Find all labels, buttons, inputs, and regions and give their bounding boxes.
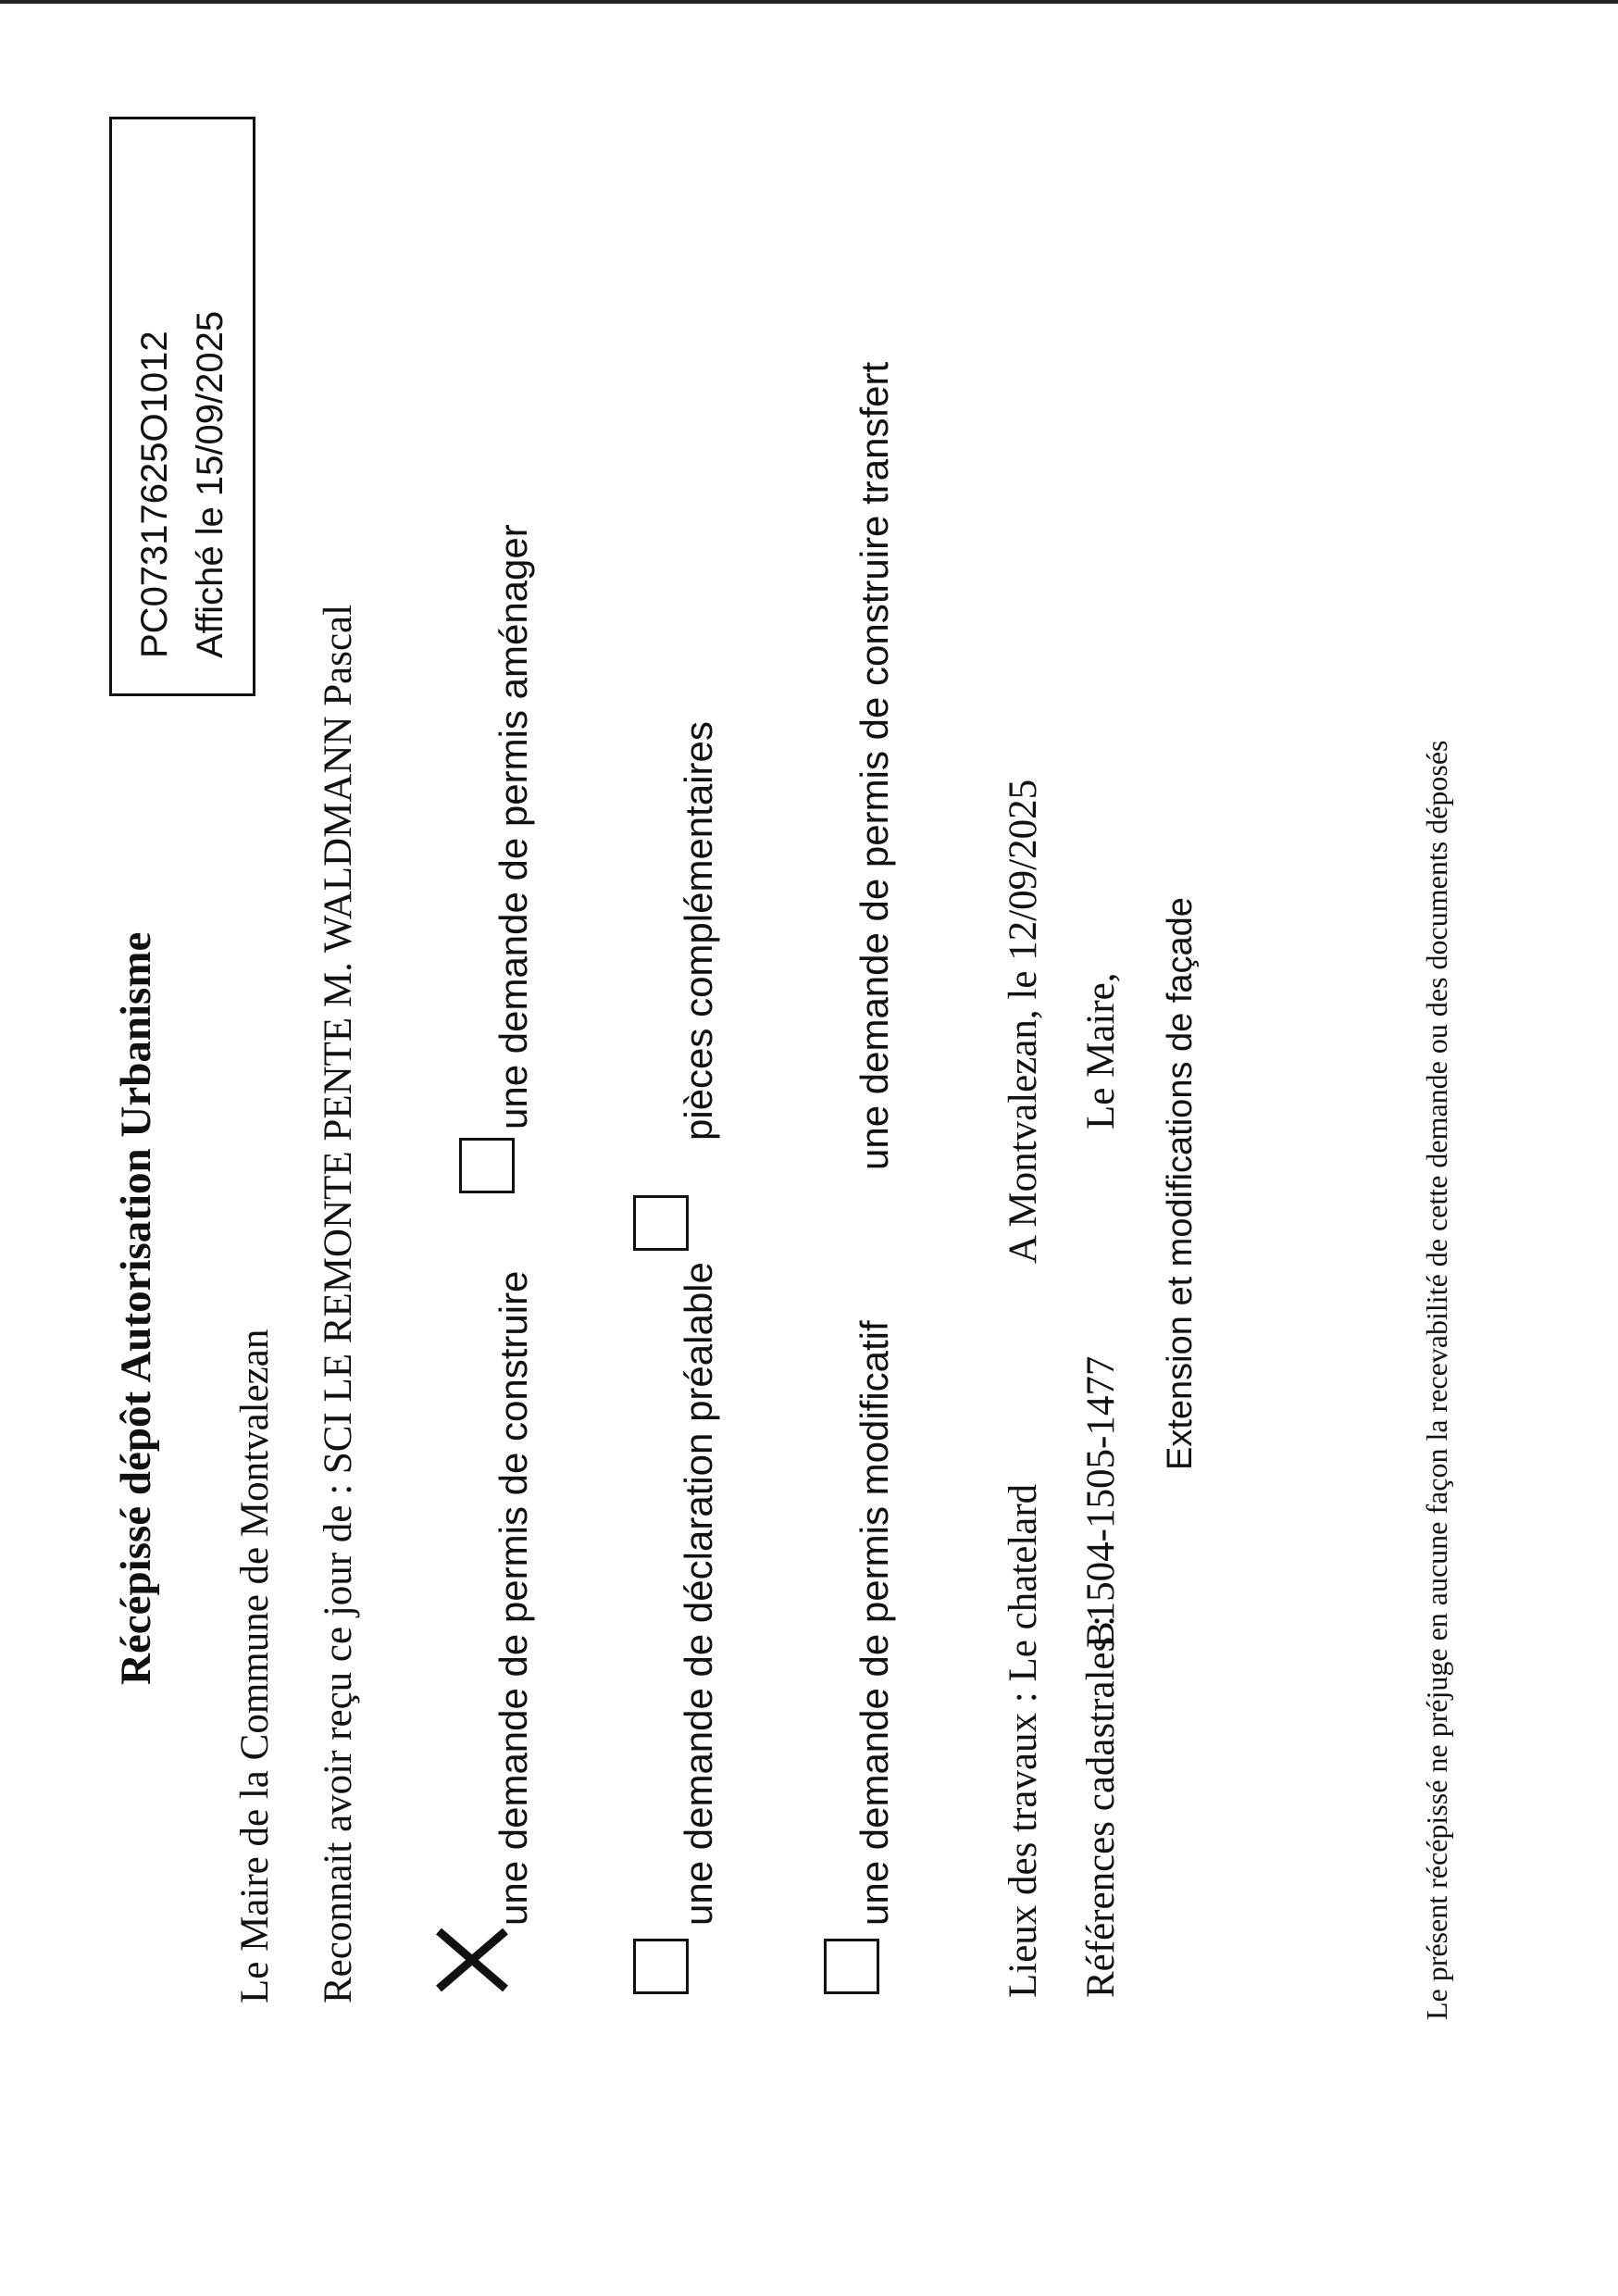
- cadastral-references-label: Références cadastrales :: [1079, 1615, 1123, 1998]
- checkbox-permis-amenager[interactable]: [459, 1138, 515, 1193]
- checkbox-permis-modificatif[interactable]: [824, 1939, 879, 1994]
- place-and-date: A Montvalezan, le 12/09/2025: [1002, 779, 1045, 1264]
- posted-date: Affiché le 15/09/2025: [190, 310, 230, 658]
- option-permis-transfert: une demande de permis de construire transfert: [853, 361, 896, 1170]
- mayor-line: Le Maire de la Commune de Montvalezan: [233, 1329, 277, 2003]
- option-permis-construire: une demande de permis de construire: [492, 1270, 535, 1926]
- permit-number: PC07317625O1012: [134, 331, 175, 658]
- posting-stamp: [109, 117, 255, 696]
- checkbox-pieces-complementaires[interactable]: [633, 1195, 689, 1251]
- checkbox-declaration-prealable[interactable]: [633, 1939, 689, 1994]
- signatory: Le Maire,: [1079, 972, 1123, 1129]
- works-description: Extension et modifications de façade: [1161, 897, 1200, 1470]
- cadastral-references-value: B1504-1505-1477: [1079, 1355, 1123, 1648]
- checked-cross-mark[interactable]: [433, 1926, 511, 1994]
- option-declaration-prealable: une demande de déclaration préalable: [677, 1262, 720, 1926]
- disclaimer-footer: Le présent récépissé ne préjuge en aucune façon la recevabilité de cette demande ou des documents déposés: [1420, 740, 1453, 2020]
- received-from-line: Reconnait avoir reçu ce jour de : SCI LE REMONTE PENTE M. WALDMANN Pascal: [317, 604, 360, 2003]
- document-title: Récépissé dépôt Autorisation Urbanisme: [112, 931, 160, 1685]
- option-permis-amenager: une demande de permis aménager: [492, 524, 535, 1129]
- option-permis-modificatif: une demande de permis modificatif: [853, 1320, 896, 1926]
- work-location: Lieux des travaux : Le chatelard: [1002, 1483, 1045, 1998]
- option-pieces-complementaires: pièces complémentaires: [677, 721, 720, 1141]
